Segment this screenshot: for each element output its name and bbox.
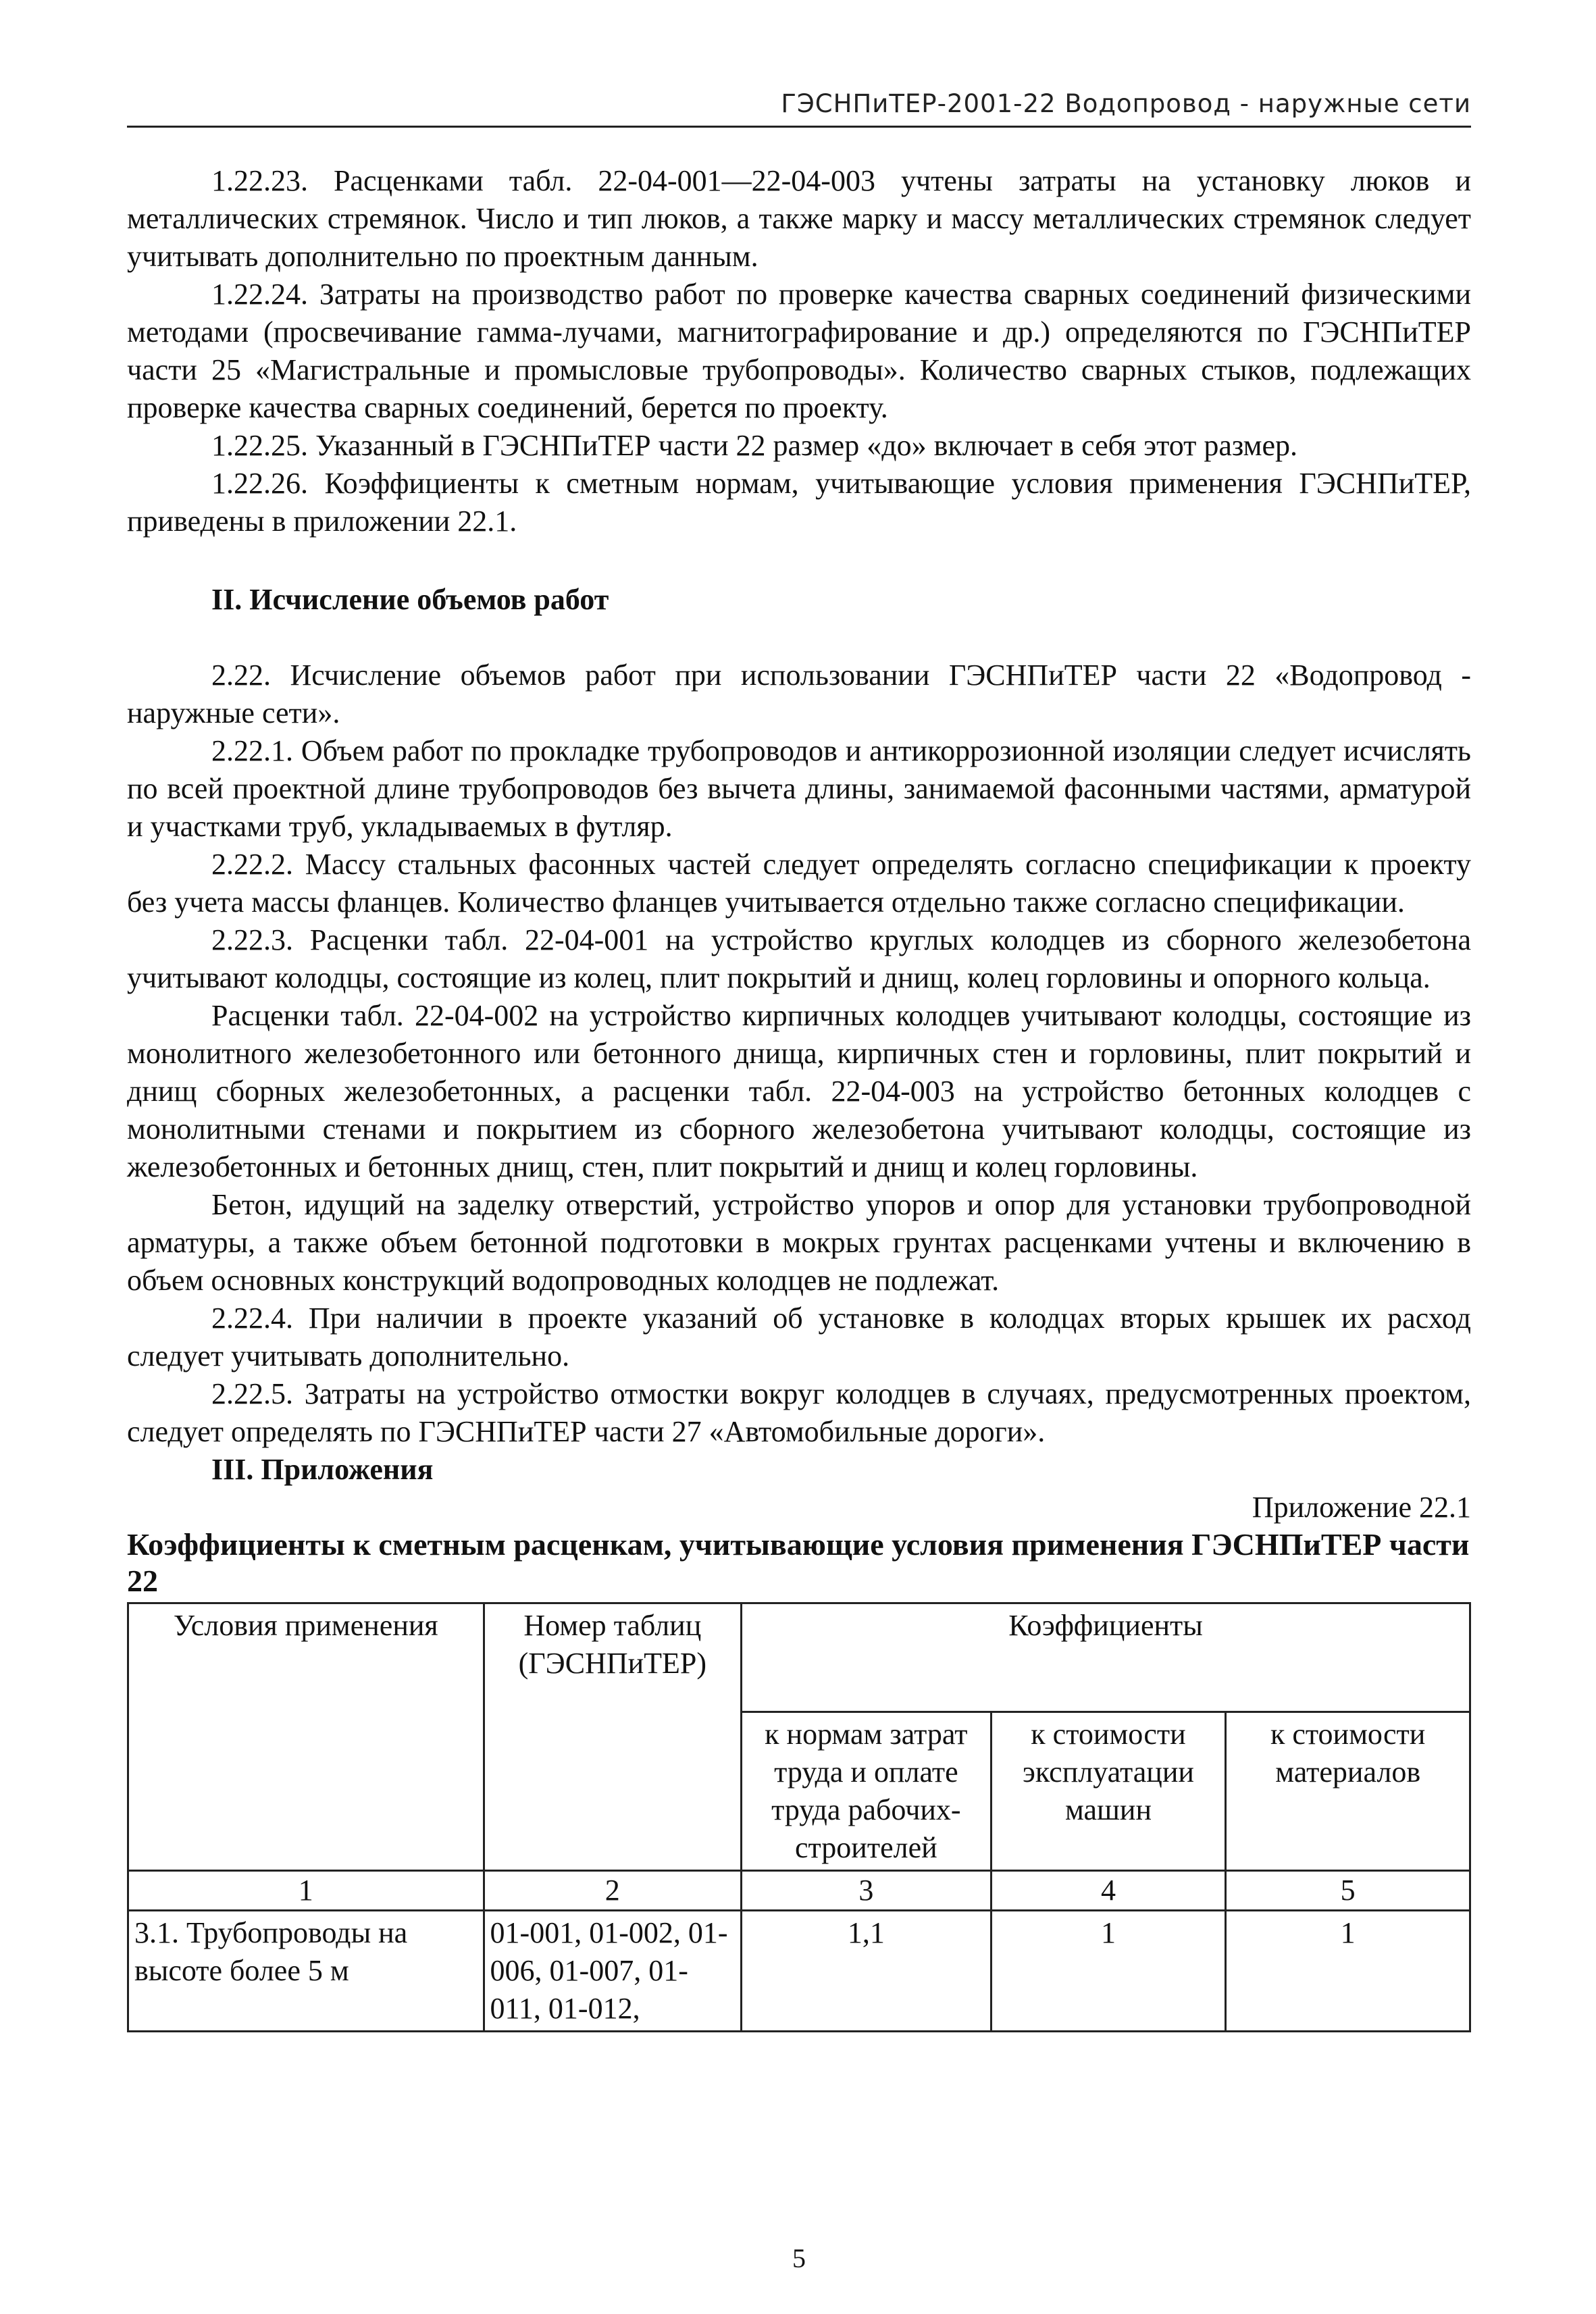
paragraph-1-22-25: 1.22.25. Указанный в ГЭСНПиТЕР части 22 размер «до» включает в себя этот размер. <box>211 429 1298 462</box>
running-header: ГЭСНПиТЕР-2001-22 Водопровод - наружные сети <box>781 89 1471 118</box>
paragraph-2-22-3-brick: Расценки табл. 22-04-002 на устройство кирпичных колодцев учитывают колодцы, состоящие из монолитного железобетонного или бетонного днища, кирпичных стен и горловины, плит покрытий и днищ сборных железобетонных, а расценки табл. 22-04-003 на устройство бетонных колодцев с монолитными стенами и покрытием из сборного железобетона учитывают колодцы, состоящие из железобетонных и бетонных днищ, стен, плит покрытий и днищ и колец горловины. <box>127 999 1471 1183</box>
paragraph-2-22-3: 2.22.3. Расценки табл. 22-04-001 на устройство круглых колодцев из сборного железобетона учитывают колодцы, состоящие из колец, плит покрытий и днищ, колец горловины и опорного кольца. <box>127 923 1471 994</box>
paragraph-2-22: 2.22. Исчисление объемов работ при использовании ГЭСНПиТЕР части 22 «Водопровод - наружные сети». <box>127 659 1471 729</box>
appendix-label: Приложение 22.1 <box>1252 1491 1471 1524</box>
column-number-row <box>128 1871 1470 1911</box>
subheader-materials: к стоимости материалов <box>1226 1712 1470 1871</box>
paragraph-1-22-26: 1.22.26. Коэффициенты к сметным нормам, учитывающие условия применения ГЭСНПиТЕР, приведены в приложении 22.1. <box>127 467 1471 538</box>
header-table-numbers: Номер таблиц (ГЭСНПиТЕР) <box>484 1603 742 1871</box>
header-rule <box>127 126 1471 128</box>
paragraph-1-22-24: 1.22.24. Затраты на производство работ по проверке качества сварных соединений физическими методами (просвечивание гамма-лучами, магнитографирование и др.) определяются по ГЭСНПиТЕР части 25 «Магистральные и промысловые трубопроводы». Количество сварных стыков, подлежащих проверке качества сварных соединений, берется по проекту. <box>127 278 1471 424</box>
column-number: 3 <box>742 1871 992 1911</box>
paragraph-2-22-4: 2.22.4. При наличии в проекте указаний об установке в колодцах вторых крышек их расход следует учитывать дополнительно. <box>127 1302 1471 1372</box>
subheader-machines: к стоимости эксплуатации машин <box>991 1712 1226 1871</box>
column-number: 5 <box>1226 1871 1470 1911</box>
section-3-heading: III. Приложения <box>211 1453 434 1486</box>
paragraph-2-22-2: 2.22.2. Массу стальных фасонных частей следует определять согласно спецификации к проекту без учета массы фланцев. Количество фланцев учитывается отдельно также согласно спецификации. <box>127 848 1471 919</box>
cell-machines-coefficient: 1 <box>991 1911 1226 2032</box>
page-number: 5 <box>792 2243 806 2273</box>
column-number: 4 <box>991 1871 1226 1911</box>
subheader-labor: к нормам затрат труда и оплате труда рабочих-строителей <box>742 1712 992 1871</box>
header-coefficients: Коэффициенты <box>742 1603 1470 1712</box>
table-row <box>128 1911 1470 2032</box>
paragraph-2-22-1: 2.22.1. Объем работ по прокладке трубопроводов и антикоррозионной изоляции следует исчислять по всей проектной длине трубопроводов без вычета длины, занимаемой фасонными частями, арматурой и участками труб, укладываемых в футляр. <box>127 734 1471 843</box>
cell-condition: 3.1. Трубопроводы на высоте более 5 м <box>128 1911 484 2032</box>
coefficients-table <box>127 1602 1471 2032</box>
cell-labor-coefficient: 1,1 <box>742 1911 992 2032</box>
cell-materials-coefficient: 1 <box>1226 1911 1470 2032</box>
cell-table-numbers: 01-001, 01-002, 01-006, 01-007, 01-011, 01-012, <box>484 1911 742 2032</box>
document-page <box>127 0 1471 2314</box>
paragraph-2-22-3-concrete: Бетон, идущий на заделку отверстий, устройство упоров и опор для установки трубопроводной арматуры, а также объем бетонной подготовки в мокрых грунтах расценками учтены и включению в объем основных конструкций водопроводных колодцев не подлежат. <box>127 1188 1471 1297</box>
column-number: 2 <box>484 1871 742 1911</box>
header-conditions: Условия применения <box>128 1603 484 1871</box>
section-2-heading: II. Исчисление объемов работ <box>211 583 609 616</box>
column-number: 1 <box>128 1871 484 1911</box>
table-title: Коэффициенты к сметным расценкам, учитывающие условия применения ГЭСНПиТЕР части 22 <box>127 1527 1470 1598</box>
paragraph-1-22-23: 1.22.23. Расценками табл. 22-04-001—22-04-003 учтены затраты на установку люков и металлических стремянок. Число и тип люков, а также марку и массу металлических стремянок следует учитывать дополнительно по проектным данным. <box>127 164 1471 273</box>
document-body <box>127 162 1471 2032</box>
paragraph-2-22-5: 2.22.5. Затраты на устройство отмостки вокруг колодцев в случаях, предусмотренных проектом, следует определять по ГЭСНПиТЕР части 27 «Автомобильные дороги». <box>127 1377 1471 1448</box>
